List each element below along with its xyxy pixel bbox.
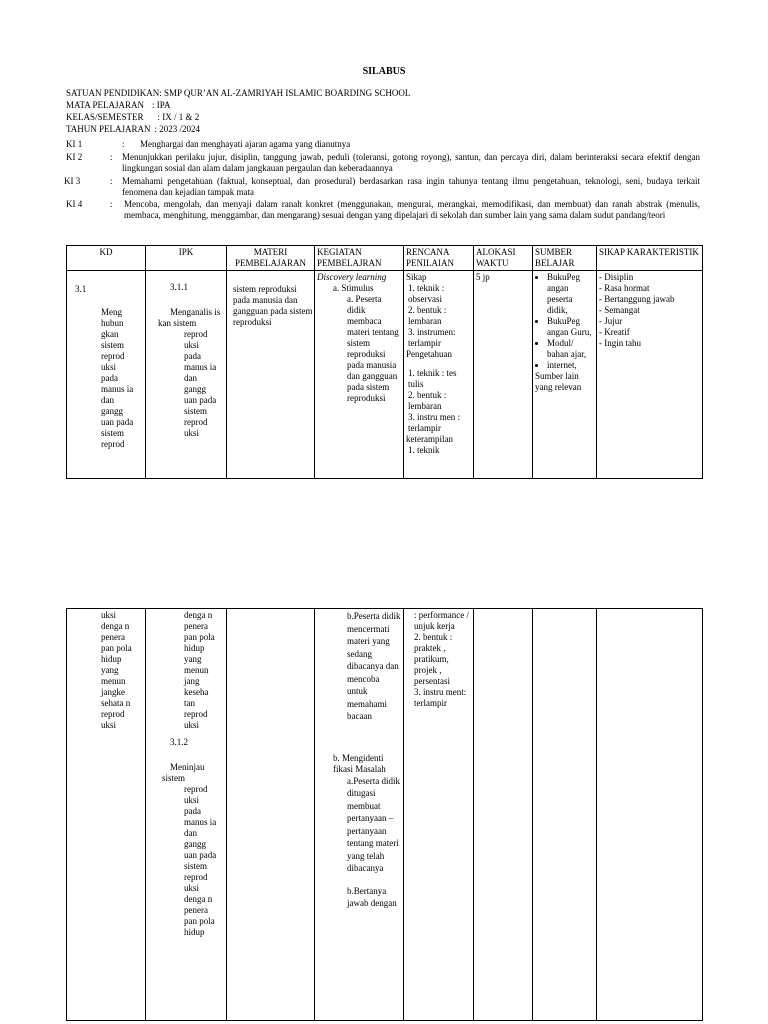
table-row [67,609,703,1021]
ki-label: KI 3 [64,176,81,186]
list-item: • Modul/ bahan ajar, [547,338,594,360]
penilaian-sikap-1: 1. teknik : observasi [408,283,445,304]
sumber-cell [533,271,597,479]
year-line [66,124,706,135]
ki-3 [66,176,706,200]
ki-text: Mencoba, mengolah, dan menyaji dalam ranah konkret (menggunakan, mengurai, merangkai, memodifikasi, dan membuat) dan ranah abstrak (menulis, membaca, menghitung, menggambar, dan mengarang) sesuai dengan yang dipelajari di sekolah dan sumber lain yang sama dalam sudut pandang/teori [124,199,700,220]
kd-text: uksi denga n penera pan pola hidup yang menun jangke sehata n reprod uksi [101,610,132,730]
kd-cell [67,271,146,479]
kd-cell [67,609,146,1021]
list-item: • internet, [547,360,594,371]
class-label: KELAS/SEMESTER [66,112,144,122]
table-row [67,271,703,479]
list-item: - Kreatif [599,327,700,338]
ki-colon: : [110,176,113,186]
ipk-text-c: sistem [162,773,186,783]
ipk-text-b: Meninjau [170,762,205,772]
kegiatan-model: Discovery learning [317,272,387,282]
penilaian-sikap: Sikap [406,272,427,282]
syllabus-table-part1 [66,245,703,479]
sikap-list [599,272,700,349]
kegiatan-text-2: a.Peserta didik ditugasi membuat pertanyaan – pertanyaan tentang materi yang telah dibacanya [347,775,400,873]
sikap-cell [597,271,703,479]
table-header-row [67,246,703,271]
list-item: - Bertanggung jawab [599,294,700,305]
ki-label: KI 1 [66,139,83,149]
ki-label: KI 4 [66,199,83,209]
penilaian-peng-1: 1. teknik : tes tulis [408,368,457,389]
header-sikap: SIKAP KARAKTERISTIK [597,246,703,271]
ki-colon: : [122,139,125,149]
subject-value: : IPA [152,100,171,110]
penilaian-cell [404,609,474,1021]
ipk-text-a: denga n penera pan pola hidup yang menun jang keseha tan reprod uksi [184,610,215,730]
ipk-text-c: reprod uksi pada manus ia dan gangg uan pada sistem reprod uksi [184,329,217,438]
kegiatan-text-3: b.Bertanya jawab dengan [347,885,397,908]
ipk-text-b: kan sistem [158,318,197,328]
school-line: SATUAN PENDIDIKAN: SMP QUR’AN AL-ZAMRIYAH ISLAMIC BOARDING SCHOOL [66,88,411,98]
header-kd: KD [67,246,146,271]
kegiatan-identifikasi: b. Mengidenti fikasi Masalah [333,752,386,774]
subject-label: MATA PELAJARAN [66,100,145,110]
materi-text: sistem reproduksi pada manusia dan gangguan pada sistem reproduksi [233,284,313,327]
class-line [66,112,706,123]
syllabus-table-part2 [66,608,703,1021]
ipk-number: 3.1.1 [170,282,188,292]
kegiatan-stimulus: a. Stimulus [333,283,374,293]
penilaian-line-1: : performance / unjuk kerja [414,610,469,631]
alokasi-cell [474,609,533,1021]
materi-cell [227,609,315,1021]
ipk-number: 3.1.2 [170,737,188,747]
penilaian-ket-1: 1. teknik [408,445,440,455]
list-item: • BukuPeg angan Guru, [547,316,594,338]
header-penilaian: RENCANA PENILAIAN [404,246,474,271]
ki-text: Memahami pengetahuan (faktual, konseptual, dan prosedural) berdasarkan rasa ingin tahunya tentang ilmu pengetahuan, teknologi, seni, budaya terkait fenomena dan kejadian tampak mata [122,176,700,197]
ki-text: Menghargai dan menghayati ajaran agama yang dianutnya [140,139,351,149]
list-item: - Ingin tahu [599,338,700,349]
ki-1 [66,139,706,151]
ki-2 [66,152,706,176]
kegiatan-cell [315,271,404,479]
list-item: - Rasa hormat [599,283,700,294]
sikap-cell [597,609,703,1021]
header-kegiatan: KEGIATAN PEMBELAJRAN [315,246,404,271]
penilaian-line-3: 3. instru ment: terlampir [414,687,467,708]
materi-cell [227,271,315,479]
kd-text: Meng hubun gkan sistem reprod uksi pada manus ia dan gangg uan pada sistem reprod [101,307,134,449]
ki-colon: : [110,199,113,209]
year-value: : 2023 /2024 [154,124,201,134]
subject-line [66,100,706,111]
sumber-list [535,272,594,371]
ki-colon: : [110,152,113,162]
header-ipk: IPK [146,246,227,271]
penilaian-keterampilan: keterampilan [406,434,453,444]
ki-4 [66,199,706,235]
penilaian-peng-3: 3. instru men : terlampir [408,412,460,433]
penilaian-peng-2: 2. bentuk : lembaran [408,390,447,411]
kegiatan-stimulus-text: a. Peserta didik membaca materi tentang sistem reproduksi pada manusia dan gangguan pada sistem reproduksi [347,294,399,403]
penilaian-sikap-3: 3. instrumen: terlampir [408,327,456,348]
list-item: - Disiplin [599,272,700,283]
header-materi: MATERI PEMBELAJARAN [227,246,315,271]
alokasi-cell [474,271,533,479]
penilaian-pengetahuan: Pengetahuan [406,349,452,359]
header-sumber: SUMBER BELAJAR [533,246,597,271]
kd-number: 3.1 [75,284,87,294]
ipk-text-a: Menganalis is [170,307,221,317]
class-value: : IX / 1 & 2 [157,112,200,122]
ki-label: KI 2 [66,152,83,162]
kegiatan-cell [315,609,404,1021]
list-item: - Jujur [599,316,700,327]
header-alokasi: ALOKASI WAKTU [474,246,533,271]
list-item: • BukuPeg angan peserta didik, [547,272,594,316]
alokasi-value: 5 jp [476,272,490,282]
document-title: SILABUS [362,66,406,77]
year-label: TAHUN PELAJARAN [66,124,151,134]
penilaian-cell [404,271,474,479]
ipk-cell [146,271,227,479]
penilaian-sikap-2: 2. bentuk : lembaran [408,305,447,326]
ipk-cell [146,609,227,1021]
kegiatan-text-1: b.Peserta didik mencermati materi yang sedang dibacanya dan mencoba untuk memahami bacaan [347,611,401,721]
ki-text: Menunjukkan perilaku jujur, disiplin, tanggung jawab, peduli (toleransi, gotong royong), santun, dan percaya diri, dalam berinteraksi secara efektif dengan lingkungan sosial dan alam dalam jangkauan pergaulan dan keberadaannya [122,152,700,173]
sumber-tail: Sumber lain yang relevan [535,371,582,392]
sumber-cell [533,609,597,1021]
penilaian-line-2: 2. bentuk : praktek , pratikum, projek , persentasi [414,632,453,686]
ipk-text-d: reprod uksi pada manus ia dan gangg uan pada sistem reprod uksi denga n penera pan pola hidup [184,784,217,937]
list-item: - Semangat [599,305,700,316]
